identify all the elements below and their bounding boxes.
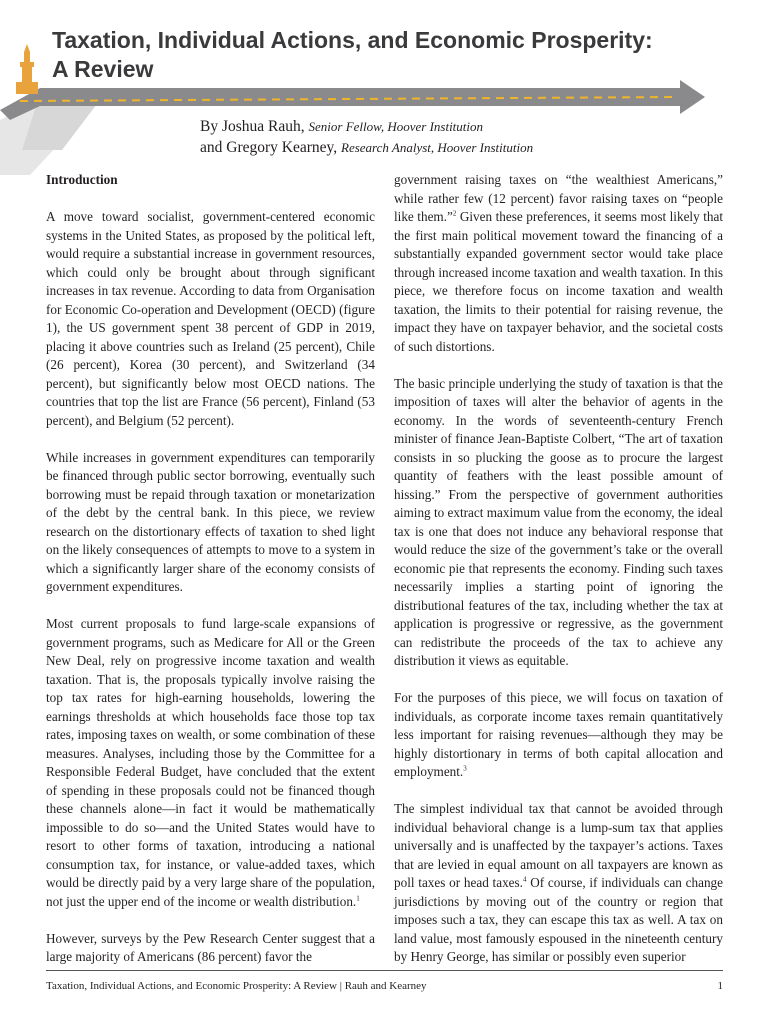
title-line-2: A Review — [52, 56, 154, 82]
title-line-1: Taxation, Individual Actions, and Economic Prosperity: — [52, 27, 653, 53]
paragraph — [46, 615, 375, 911]
author-2 — [200, 137, 740, 158]
paragraph: While increases in government expenditures can temporarily be financed through public sector borrowing, eventually such borrowing must be repaid through taxation or monetarization of the debt by the central bank. In this piece, we review research on the distortionary effects of taxation to shed light on the likely consequences of attempts to move to a system in which a significantly larger share of the economy consists of government expenditures. — [46, 449, 375, 594]
footnote-marker: 1 — [356, 894, 360, 903]
byline — [200, 116, 740, 158]
paragraph-text: Most current proposals to fund large-scale expansions of government programs, such as Medicare for All or the Green New Deal, rely on progressive income taxation and wealth taxation. That is, the proposals typically involve raising the top tax rates for high-earning households, lowering the earnings thresholds at which households face those top tax rates, imposing taxes on wealth, or some combination of these measures. Analyses, including those by the Committee for a Responsible Federal Budget, have concluded that the extent of spending in these proposals could not be financed though these channels alone—in fact it would be mathematically impossible to do so—and the United States would have to resort to other forms of taxation, introducing a national consumption tax, for instance, or value-added taxes, which would be directly paid by a very large share of the population, not just the upper end of the income or wealth distribution. — [46, 616, 375, 909]
left-column — [46, 171, 375, 985]
author-2-role: Research Analyst, Hoover Institution — [341, 140, 534, 155]
paragraph-text: Of course, if individuals can change jurisdictions by moving out of the country or region that imposes such a tax, they can escape this tax as well. A tax on land value, most famously espoused in the nineteenth century by Henry George, has similar or possibly even superior — [394, 875, 723, 964]
author-1-name: By Joshua Rauh, — [200, 118, 305, 135]
paragraph — [394, 800, 723, 967]
author-2-name: and Gregory Kearney, — [200, 139, 338, 156]
page-title — [52, 26, 732, 84]
paragraph-text: For the purposes of this piece, we will focus on taxation of individuals, as corporate income taxes remain quantitatively less important for raising revenues—although they may be highly distortionary in terms of both capital allocation and employment. — [394, 690, 723, 779]
paragraph-text: Given these preferences, it seems most likely that the first main political movement toward the financing of a substantially expanded government sector would take place through increased income taxation and wealth taxation. In this piece, we therefore focus on income taxation and wealth taxation, the limits to their potential for raising revenue, the impact they have on taxpayer behavior, and the societal costs of such distortions. — [394, 209, 723, 354]
author-1 — [200, 116, 740, 137]
footer-divider — [46, 970, 723, 971]
paragraph — [394, 171, 723, 356]
footnote-marker: 3 — [463, 764, 467, 773]
hoover-tower-icon — [16, 44, 38, 94]
paragraph-text: The simplest individual tax that cannot be avoided through individual behavioral change is a lump-sum tax that applies universally and is unaffected by the taxpayer’s actions. Taxes that are levied in equal amount on all taxpayers are known as poll taxes or head taxes. — [394, 801, 723, 890]
section-heading: Introduction — [46, 172, 118, 187]
paragraph: A move toward socialist, government-centered economic systems in the United States, as proposed by the political left, would require a substantial increase in government resources, which could only be brought about through significant increases in tax revenue. According to data from Organisation for Economic Co-operation and Development (OECD) (figure 1), the US government spent 38 percent of GDP in 2019, placing it above countries such as Ireland (25 percent), Chile (26 percent), Korea (30 percent), and Switzerland (34 percent), but significantly below most OECD nations. The countries that top the list are France (56 percent), Finland (53 percent), and Belgium (52 percent). — [46, 209, 375, 428]
footer-running-title: Taxation, Individual Actions, and Economic Prosperity: A Review | Rauh and Kearney — [46, 980, 427, 992]
paragraph — [394, 689, 723, 782]
right-column — [394, 171, 723, 985]
paragraph-text: government raising taxes on “the wealthiest Americans,” while rather few (12 percent) favor raising taxes on “people like them.” — [394, 172, 723, 224]
paragraph: However, surveys by the Pew Research Center suggest that a large majority of Americans (86 percent) favor the — [46, 930, 375, 964]
paragraph: The basic principle underlying the study of taxation is that the imposition of taxes will alter the behavior of agents in the economy. In the words of seventeenth-century French minister of finance Jean-Baptiste Colbert, “The art of taxation consists in so plucking the goose as to procure the largest quantity of feathers with the least possible amount of hissing.” From the perspective of government authorities aiming to extract maximum value from the economy, the ideal tax is one that does not induce any behavioral response that would reduce the size of the government’s take or the overall economic pie that represents the economy. Finding such taxes necessarily implies a starting point of ignoring the distributional features of the tax, including whether the tax at application is progressive or regressive, as the government can redistribute the proceeds of the tax to achieve any distribution it views as equitable. — [394, 375, 723, 668]
footnote-marker: 4 — [522, 875, 527, 884]
footnote-marker: 2 — [452, 209, 457, 218]
page-number: 1 — [717, 980, 723, 992]
author-1-role: Senior Fellow, Hoover Institution — [308, 119, 484, 134]
